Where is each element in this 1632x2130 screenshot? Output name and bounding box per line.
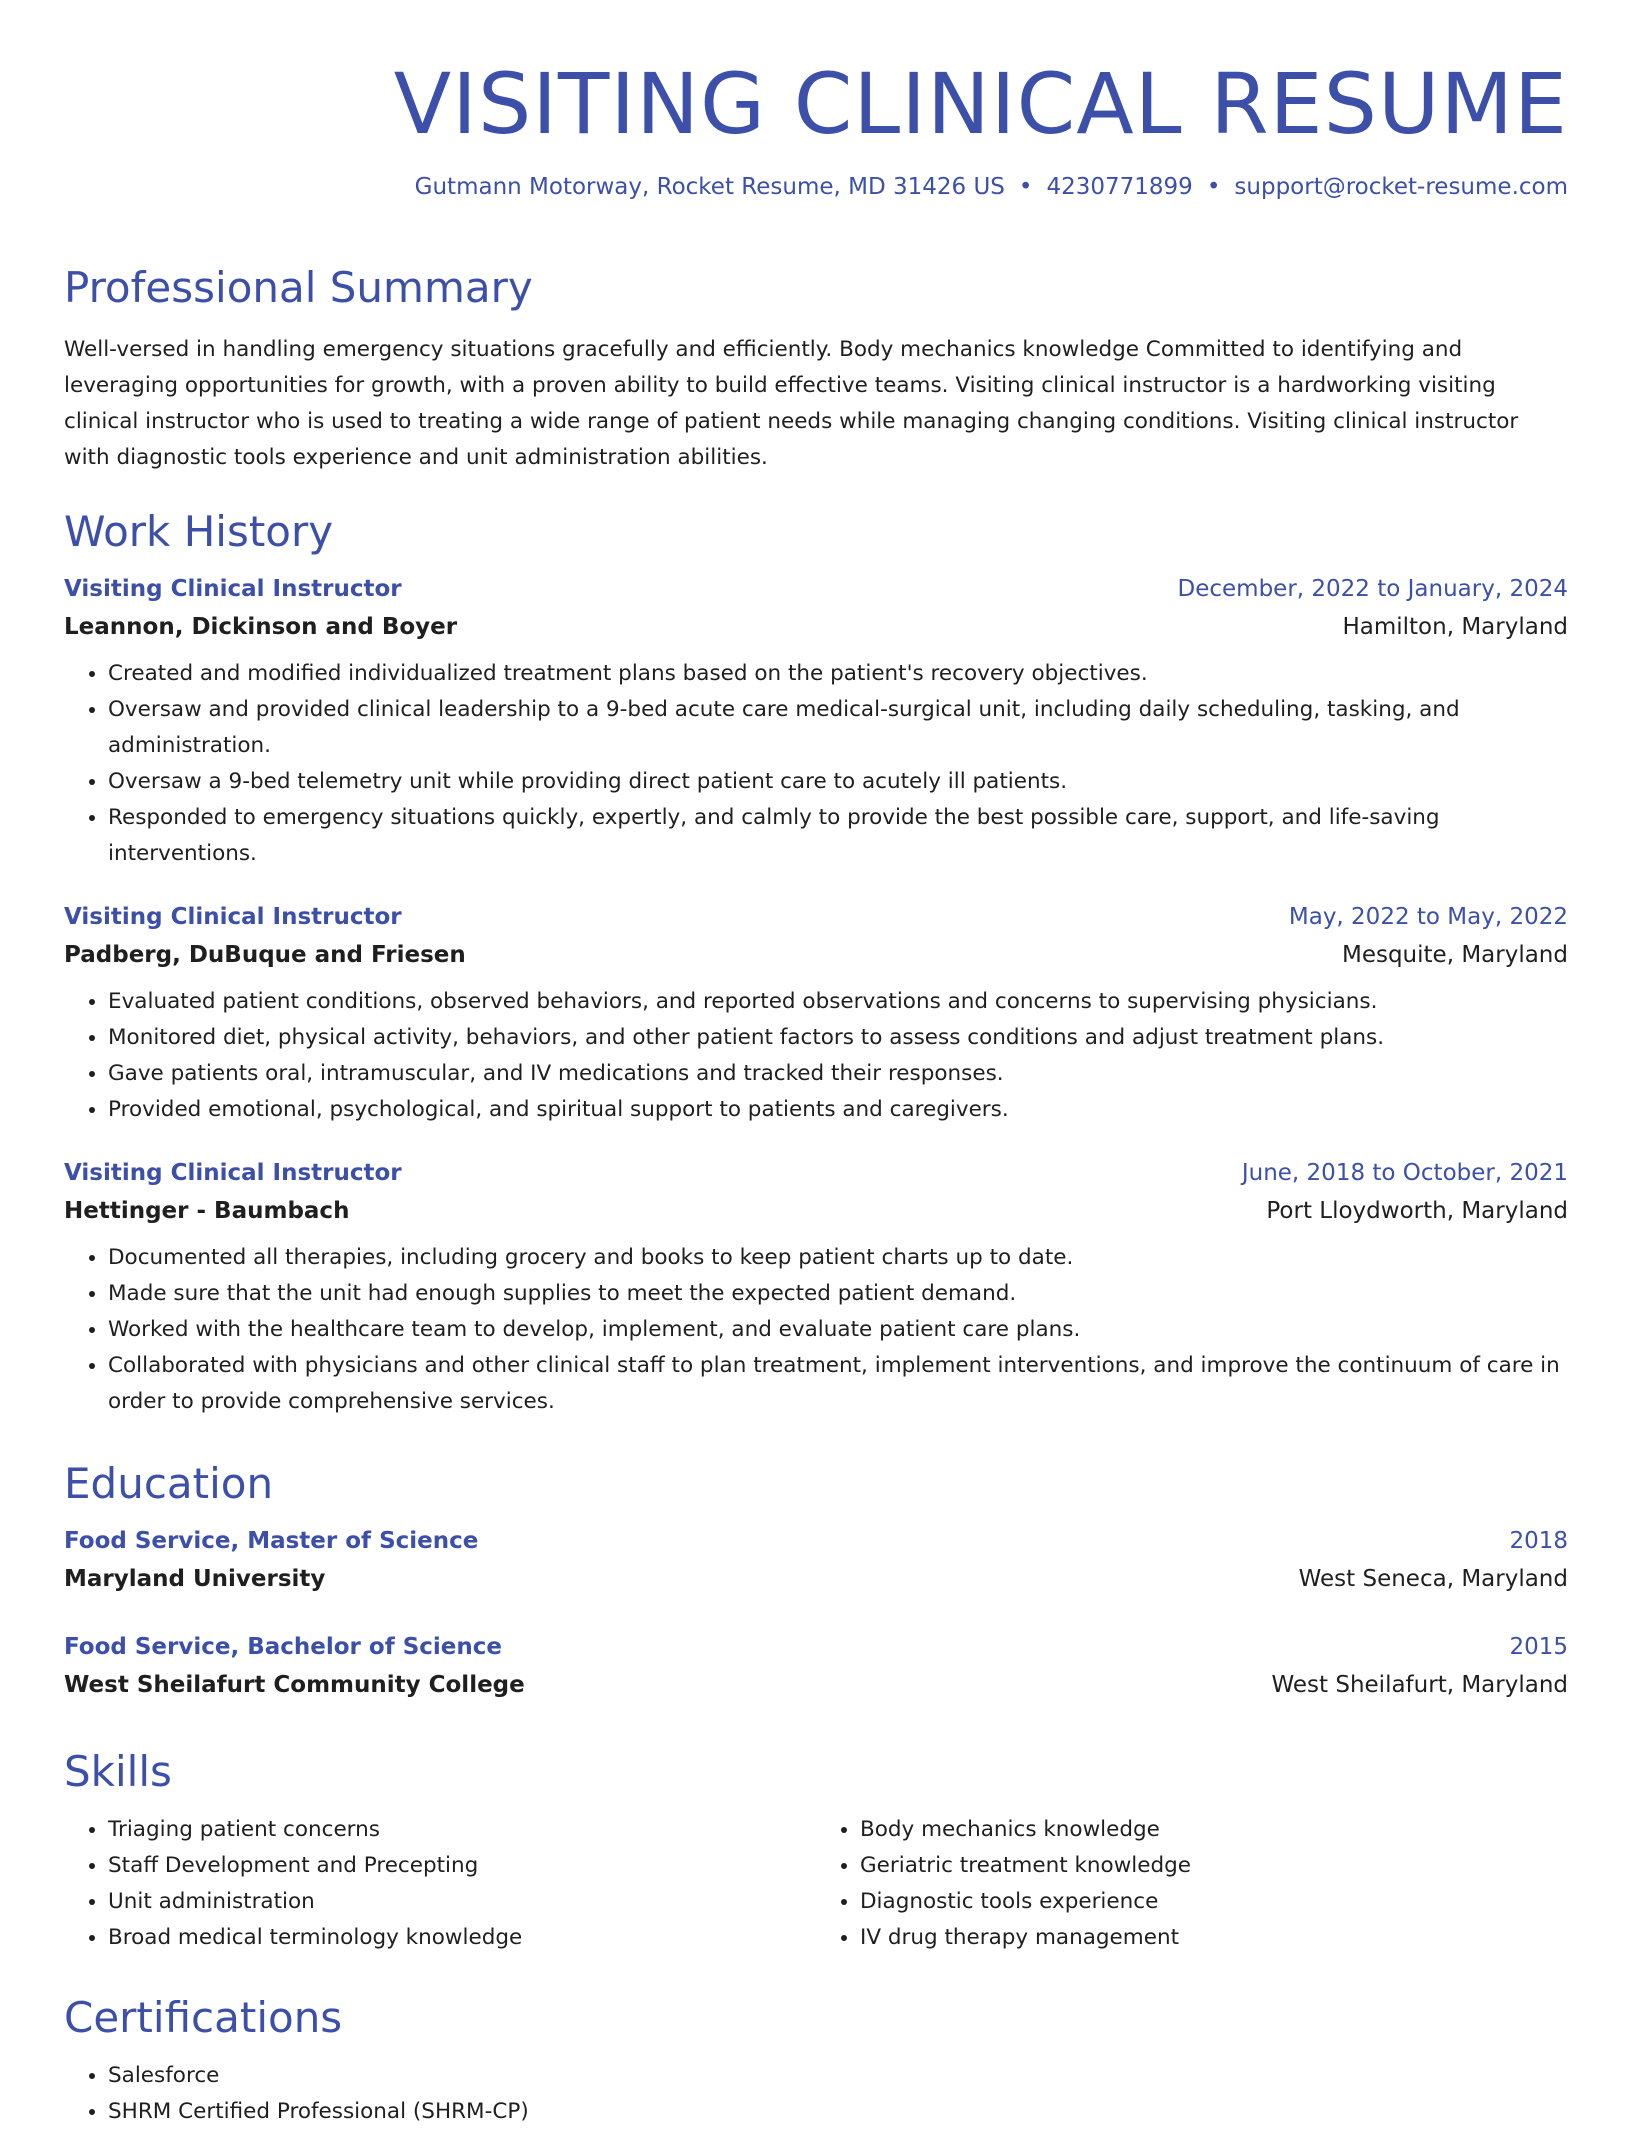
- skill-item: • Body mechanics knowledge: [860, 1812, 1568, 1848]
- education-section: [64, 1458, 1568, 1704]
- job-bullet: • Monitored diet, physical activity, behaviors, and other patient factors to assess conditions and adjust treatment plans.: [108, 1020, 1568, 1056]
- job-entry: [64, 1154, 1568, 1420]
- skills-list-right: [816, 1812, 1568, 1956]
- contact-line: [64, 174, 1568, 200]
- skill-item: • Staff Development and Precepting: [108, 1848, 816, 1884]
- job-location: Hamilton, Maryland: [1342, 614, 1568, 640]
- contact-separator: •: [1206, 174, 1221, 200]
- skill-item: • Triaging patient concerns: [108, 1812, 816, 1848]
- contact-separator: •: [1018, 174, 1033, 200]
- education-location: West Seneca, Maryland: [1298, 1566, 1568, 1592]
- resume-title: VISITING CLINICAL RESUME: [393, 55, 1568, 153]
- summary-heading: Professional Summary: [64, 263, 533, 312]
- job-bullet: • Gave patients oral, intramuscular, and IV medications and tracked their responses.: [108, 1056, 1568, 1092]
- job-dates: June, 2018 to October, 2021: [1241, 1160, 1568, 1186]
- certification-item: • SHRM Certified Professional (SHRM-CP): [108, 2094, 1568, 2130]
- job-bullets: [64, 656, 1568, 872]
- contact-phone: 4230771899: [1046, 174, 1193, 200]
- education-degree: Food Service, Bachelor of Science: [64, 1634, 503, 1660]
- skill-item: • Geriatric treatment knowledge: [860, 1848, 1568, 1884]
- education-school: West Sheilafurt Community College: [64, 1672, 525, 1698]
- education-year: 2018: [1509, 1528, 1568, 1554]
- job-bullet: • Oversaw a 9-bed telemetry unit while providing direct patient care to acutely ill patients.: [108, 764, 1568, 800]
- certifications-section: [64, 1992, 1568, 2130]
- job-bullet: • Oversaw and provided clinical leadership to a 9-bed acute care medical-surgical unit, including daily scheduling, tasking, and administration.: [108, 692, 1568, 764]
- job-title: Visiting Clinical Instructor: [64, 1160, 402, 1186]
- job-bullet: • Provided emotional, psychological, and spiritual support to patients and caregivers.: [108, 1092, 1568, 1128]
- education-school: Maryland University: [64, 1566, 326, 1592]
- summary-section: [64, 262, 1568, 476]
- job-location: Mesquite, Maryland: [1341, 942, 1568, 968]
- job-dates: May, 2022 to May, 2022: [1288, 904, 1568, 930]
- job-bullet: • Worked with the healthcare team to develop, implement, and evaluate patient care plans.: [108, 1312, 1568, 1348]
- education-entry: [64, 1628, 1568, 1704]
- contact-email: support@rocket-resume.com: [1234, 174, 1568, 200]
- summary-text: Well-versed in handling emergency situations gracefully and efficiently. Body mechanics knowledge Committed to identifying and leveraging opportunities for growth, with a proven ability to build effective teams. Visiting clinical instructor is a hardworking visiting clinical instructor who is used to treating a wide range of patient needs while managing changing conditions. Visiting clinical instructor with diagnostic tools experience and unit administration abilities.: [64, 337, 1519, 470]
- job-bullet: • Made sure that the unit had enough supplies to meet the expected patient demand.: [108, 1276, 1568, 1312]
- job-bullet: • Responded to emergency situations quickly, expertly, and calmly to provide the best possible care, support, and life-saving interventions.: [108, 800, 1568, 872]
- skills-list-left: [64, 1812, 816, 1956]
- education-degree: Food Service, Master of Science: [64, 1528, 479, 1554]
- skill-item: • IV drug therapy management: [860, 1920, 1568, 1956]
- job-title: Visiting Clinical Instructor: [64, 904, 402, 930]
- job-bullet: • Documented all therapies, including grocery and books to keep patient charts up to date.: [108, 1240, 1568, 1276]
- job-company: Padberg, DuBuque and Friesen: [64, 942, 466, 968]
- skills-grid: [64, 1812, 1568, 1956]
- education-location: West Sheilafurt, Maryland: [1271, 1672, 1568, 1698]
- certification-item: • Salesforce: [108, 2058, 1568, 2094]
- job-bullets: [64, 1240, 1568, 1420]
- skill-item: • Broad medical terminology knowledge: [108, 1920, 816, 1956]
- job-entry: [64, 898, 1568, 1128]
- work-history-heading: Work History: [64, 507, 334, 556]
- job-entry: [64, 570, 1568, 872]
- job-bullet: • Created and modified individualized treatment plans based on the patient's recovery objectives.: [108, 656, 1568, 692]
- job-title: Visiting Clinical Instructor: [64, 576, 402, 602]
- skill-item: • Diagnostic tools experience: [860, 1884, 1568, 1920]
- job-bullets: [64, 984, 1568, 1128]
- certifications-heading: Certifications: [64, 1993, 343, 2042]
- certifications-list: [64, 2058, 1568, 2130]
- education-heading: Education: [64, 1459, 274, 1508]
- job-dates: December, 2022 to January, 2024: [1177, 576, 1568, 602]
- resume-header: [64, 52, 1568, 200]
- job-bullet: • Evaluated patient conditions, observed behaviors, and reported observations and concerns to supervising physicians.: [108, 984, 1568, 1020]
- job-company: Hettinger - Baumbach: [64, 1198, 350, 1224]
- education-entry: [64, 1522, 1568, 1598]
- skill-item: • Unit administration: [108, 1884, 816, 1920]
- education-year: 2015: [1509, 1634, 1568, 1660]
- job-company: Leannon, Dickinson and Boyer: [64, 614, 458, 640]
- job-bullet: • Collaborated with physicians and other clinical staff to plan treatment, implement interventions, and improve the continuum of care in order to provide comprehensive services.: [108, 1348, 1568, 1420]
- work-history-section: [64, 506, 1568, 1420]
- job-location: Port Lloydworth, Maryland: [1266, 1198, 1568, 1224]
- skills-heading: Skills: [64, 1747, 172, 1796]
- skills-section: [64, 1746, 1568, 1956]
- contact-address: Gutmann Motorway, Rocket Resume, MD 31426 US: [414, 174, 1005, 200]
